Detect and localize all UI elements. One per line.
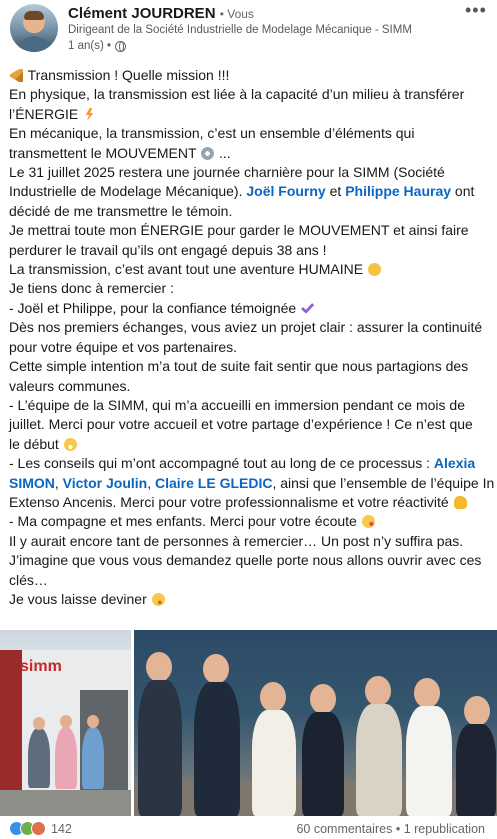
post-time: 1 an(s) • (68, 40, 112, 52)
check-mark-icon (301, 302, 314, 315)
mention-philippe-hauray[interactable]: Philippe Hauray (345, 183, 452, 200)
post-meta (68, 40, 126, 52)
globe-icon (115, 41, 126, 52)
post-line: - Les conseils qui m’ont accompagné tout au long de ce processus : Alexia (9, 455, 476, 472)
lightning-icon (83, 108, 96, 121)
post-line: Il y aurait encore tant de personnes à remercier… Un post n’y suffira pas. (9, 532, 464, 549)
person-head (60, 715, 72, 728)
mention-alexia-simon-2[interactable]: SIMON (9, 474, 55, 491)
post-photo-building[interactable] (0, 630, 131, 816)
post-line: Industrielle de Modelage Mécanique). Joël Fourny et Philippe Hauray ont (9, 183, 475, 200)
post-footer (0, 818, 497, 839)
person-figure (55, 727, 77, 789)
reactions-summary[interactable] (9, 821, 72, 836)
gear-icon (201, 147, 214, 160)
handshake-icon (368, 263, 381, 276)
avatar-shirt (16, 36, 52, 52)
post-line: le début (9, 435, 491, 454)
connection-degree: • Vous (219, 7, 254, 21)
post-line: - Ma compagne et mes enfants. Merci pour votre écoute (9, 512, 491, 531)
post-line: Extenso Ancenis. Merci pour votre professionnalisme et votre réactivité (9, 493, 491, 512)
stats-separator: • (395, 822, 401, 836)
post-line: Je mettrai toute mon ÉNERGIE pour garder le MOUVEMENT et ainsi faire (9, 222, 469, 239)
yum-emoji-icon (152, 593, 165, 606)
flexed-biceps-icon (454, 496, 467, 509)
grin-emoji-icon (64, 438, 77, 451)
post-line: valeurs communes. (9, 377, 131, 394)
reaction-count: 142 (51, 821, 72, 836)
mention-joel-fourny[interactable]: Joël Fourny (246, 183, 326, 200)
person-head (87, 715, 99, 728)
love-reaction-icon (31, 821, 46, 836)
post-header (0, 0, 497, 60)
mention-claire-le-gledic[interactable]: Claire LE GLEDIC (155, 474, 273, 491)
author-avatar[interactable] (10, 4, 58, 52)
post-line: - Joël et Philippe, pour la confiance témoignée (9, 299, 491, 318)
post-line: SIMON, Victor Joulin, Claire LE GLEDIC, ainsi que l’ensemble de l’équipe In (9, 474, 495, 491)
post-line: Dès nos premiers échanges, vous aviez un projet clair : assurer la continuité (9, 319, 483, 336)
author-line (68, 5, 254, 22)
author-headline: Dirigeant de la Société Industrielle de Modelage Mécanique - SIMM (68, 24, 412, 36)
post-line: - L’équipe de la SIMM, qui m’a accueilli en immersion pendant ce mois de (9, 396, 466, 413)
post-line: Le 31 juillet 2025 restera une journée charnière pour la SIMM (Société (9, 164, 445, 181)
post-line: En mécanique, la transmission, c’est un ensemble d’éléments qui (9, 125, 415, 142)
post-line: Cette simple intention m’a tout de suite fait sentir que nous partagions des (9, 358, 469, 375)
kiss-emoji-icon (362, 515, 375, 528)
post-line: J’imagine que vous vous demandez quelle porte nous allons ouvrir avec ces (9, 552, 482, 569)
post-line: Je tiens donc à remercier : (9, 280, 174, 297)
post-line: perdurer le travail qu’ils ont engagé depuis 38 ans ! (9, 241, 327, 258)
post-line: En physique, la transmission est liée à la capacité d’un milieu à transférer (9, 86, 465, 103)
post-body (9, 66, 495, 609)
post-line: Transmission ! Quelle mission !!! (9, 66, 491, 85)
post-line: transmettent le MOUVEMENT ... (9, 144, 231, 161)
person-figure (28, 728, 50, 788)
mention-alexia-simon[interactable]: Alexia (433, 455, 476, 472)
person-figure (82, 727, 104, 789)
avatar-hair (24, 11, 44, 20)
post-line: pour votre équipe et vos partenaires. (9, 338, 238, 355)
megaphone-icon (10, 69, 23, 82)
post-line: La transmission, c’est avant tout une aventure HUMAINE (9, 260, 491, 279)
post-line: décidé de me transmettre le témoin. (9, 202, 233, 219)
reposts-count[interactable]: 1 republication (403, 822, 485, 836)
person-head (33, 717, 45, 730)
author-name[interactable]: Clément JOURDREN (68, 5, 216, 22)
comments-count[interactable]: 60 commentaires (296, 822, 393, 836)
post-line: clés… (9, 571, 48, 588)
post-stats (296, 822, 485, 836)
post-photo-group[interactable] (134, 630, 497, 816)
ground (0, 790, 131, 816)
mention-victor-joulin[interactable]: Victor Joulin (62, 474, 148, 491)
building-sign: simm (20, 658, 62, 675)
post-line: l’ÉNERGIE (9, 105, 491, 124)
post-line: juillet. Merci pour votre accueil et votre partage d’expérience ! Ce n’est que (9, 416, 473, 433)
more-horizontal-icon[interactable]: ••• (465, 0, 487, 20)
red-sign-panel (0, 650, 22, 790)
post-line: Je vous laisse deviner (9, 590, 491, 609)
